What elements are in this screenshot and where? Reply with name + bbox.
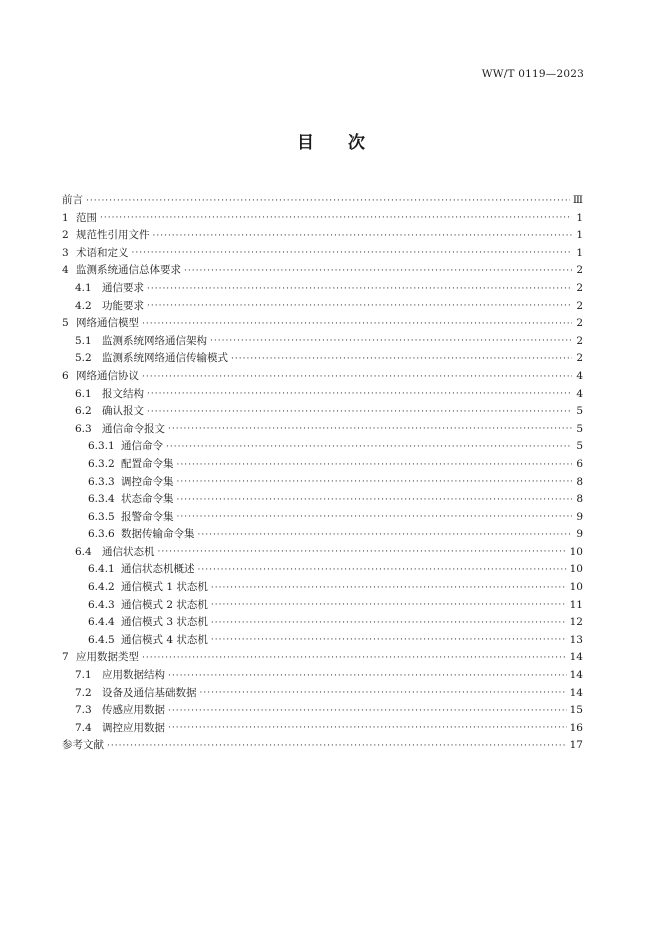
toc-dot-leader (142, 316, 572, 333)
toc-entry-label: 监测系统通信总体要求 (76, 264, 181, 277)
toc-entry-label: 通信命令报文 (102, 422, 165, 435)
title-char-1: 目 (297, 133, 315, 153)
toc-entry-number: 7.1 (75, 669, 92, 682)
toc-entry-page: 11 (569, 598, 583, 611)
toc-entry-page: 14 (569, 686, 583, 699)
toc-entry[interactable] (62, 649, 583, 667)
toc-entry-page: 10 (569, 545, 583, 558)
toc-dot-leader (158, 544, 567, 561)
toc-dot-leader (147, 281, 572, 298)
toc-entry-page: 15 (569, 704, 583, 717)
toc-dot-leader (231, 351, 572, 368)
toc-entry-number: 6.3.2 (88, 457, 115, 470)
toc-entry[interactable] (62, 737, 583, 755)
toc-entry-page: 6 (576, 457, 583, 470)
toc-dot-leader (177, 509, 573, 526)
toc-entry[interactable] (62, 526, 583, 544)
toc-entry-number: 1 (62, 211, 69, 224)
toc-entry-number: 5.1 (75, 334, 92, 347)
toc-entry-label: 状态命令集 (121, 493, 174, 506)
toc-dot-leader (211, 580, 567, 597)
toc-dot-leader (142, 650, 567, 667)
toc-entry[interactable] (62, 192, 583, 210)
toc-entry-number: 4.1 (75, 281, 92, 294)
toc-entry-page: 2 (576, 264, 583, 277)
toc-entry-page: 1 (576, 246, 583, 259)
toc-entry-number: 4.2 (75, 299, 92, 312)
toc-entry-label: 传感应用数据 (102, 704, 165, 717)
toc-entry[interactable] (62, 597, 583, 615)
toc-entry-label: 调控应用数据 (102, 721, 165, 734)
toc-entry[interactable] (62, 210, 583, 228)
table-of-contents (62, 192, 583, 755)
toc-dot-leader (198, 527, 573, 544)
toc-dot-leader (100, 210, 572, 227)
toc-entry-label: 监测系统网络通信传输模式 (102, 352, 228, 365)
toc-entry-number: 6.4.2 (88, 581, 115, 594)
toc-entry-number: 5.2 (75, 352, 92, 365)
toc-entry-page: Ⅲ (572, 194, 583, 206)
toc-entry-number: 6.4.3 (88, 598, 115, 611)
toc-dot-leader (166, 439, 572, 456)
toc-entry-label: 通信模式 4 状态机 (121, 633, 208, 646)
toc-entry-number: 6.1 (75, 387, 92, 400)
toc-dot-leader (147, 404, 572, 421)
toc-entry[interactable] (62, 509, 583, 527)
toc-dot-leader (107, 738, 567, 755)
toc-entry[interactable] (62, 403, 583, 421)
toc-entry-number: 6 (62, 369, 69, 382)
toc-entry-label: 通信命令 (121, 440, 163, 453)
standard-number: WW/T 0119—2023 (481, 68, 584, 80)
toc-entry[interactable] (62, 632, 583, 650)
toc-entry[interactable] (62, 720, 583, 738)
toc-entry-label: 通信模式 2 状态机 (121, 598, 208, 611)
toc-entry-page: 13 (569, 633, 583, 646)
toc-entry-label: 确认报文 (102, 405, 144, 418)
toc-entry-label: 网络通信模型 (76, 317, 139, 330)
toc-dot-leader (184, 263, 572, 280)
toc-entry-label: 通信模式 1 状态机 (121, 581, 208, 594)
toc-entry-number: 7.2 (75, 686, 92, 699)
toc-entry[interactable] (62, 474, 583, 492)
toc-dot-leader (168, 720, 567, 737)
toc-dot-leader (168, 703, 567, 720)
toc-entry-number: 6.3.4 (88, 493, 115, 506)
toc-entry-page: 2 (576, 299, 583, 312)
toc-entry-page: 12 (569, 616, 583, 629)
toc-entry[interactable] (62, 491, 583, 509)
toc-entry-label: 监测系统网络通信架构 (102, 334, 207, 347)
toc-entry-number: 7.3 (75, 704, 92, 717)
toc-entry-number: 6.2 (75, 405, 92, 418)
toc-dot-leader (177, 457, 573, 474)
toc-entry-label: 通信模式 3 状态机 (121, 616, 208, 629)
toc-entry[interactable] (62, 368, 583, 386)
toc-entry-number: 6.3.6 (88, 528, 115, 541)
toc-entry-page: 2 (576, 352, 583, 365)
toc-entry-number: 6.3.3 (88, 475, 115, 488)
toc-entry-label: 数据传输命令集 (121, 528, 195, 541)
toc-entry-label: 通信状态机 (102, 545, 155, 558)
toc-entry[interactable] (62, 456, 583, 474)
toc-entry-page: 4 (576, 369, 583, 382)
toc-entry-page: 9 (576, 528, 583, 541)
toc-entry-page: 16 (569, 721, 583, 734)
toc-entry[interactable] (62, 438, 583, 456)
toc-entry-label: 调控命令集 (121, 475, 174, 488)
toc-dot-leader (168, 421, 572, 438)
toc-entry-number: 6.3 (75, 422, 92, 435)
toc-entry-label: 规范性引用文件 (76, 229, 150, 242)
toc-entry-label: 前言 (62, 194, 83, 206)
toc-dot-leader (177, 492, 573, 509)
toc-entry[interactable] (62, 685, 583, 703)
toc-entry-number: 6.4.4 (88, 616, 115, 629)
toc-entry-label: 设备及通信基础数据 (102, 686, 197, 699)
toc-entry-label: 应用数据结构 (102, 669, 165, 682)
toc-entry-label: 功能要求 (102, 299, 144, 312)
toc-entry-page: 2 (576, 281, 583, 294)
toc-entry-label: 报文结构 (102, 387, 144, 400)
toc-entry-page: 14 (569, 651, 583, 664)
title-char-2: 次 (347, 133, 365, 153)
toc-dot-leader (147, 386, 572, 403)
toc-entry-number: 6.4.5 (88, 633, 115, 646)
toc-entry-label: 应用数据类型 (76, 651, 139, 664)
toc-entry[interactable] (62, 544, 583, 562)
toc-entry-number: 6.3.1 (88, 440, 115, 453)
toc-dot-leader (211, 597, 567, 614)
toc-entry-number: 4 (62, 264, 69, 277)
toc-entry[interactable] (62, 614, 583, 632)
toc-dot-leader (147, 298, 572, 315)
toc-entry-page: 5 (576, 422, 583, 435)
toc-entry-number: 2 (62, 229, 69, 242)
toc-entry[interactable] (62, 667, 583, 685)
toc-entry[interactable] (62, 350, 583, 368)
toc-entry-label: 参考文献 (62, 739, 104, 752)
toc-dot-leader (168, 668, 567, 685)
toc-entry[interactable] (62, 386, 583, 404)
toc-dot-leader (211, 632, 567, 649)
toc-entry-label: 配置命令集 (121, 457, 174, 470)
toc-entry-page: 10 (569, 563, 583, 576)
toc-dot-leader (198, 562, 567, 579)
toc-entry-page: 8 (576, 475, 583, 488)
toc-entry-number: 7 (62, 651, 69, 664)
toc-entry-number: 6.4.1 (88, 563, 115, 576)
toc-entry[interactable] (62, 315, 583, 333)
toc-entry-page: 2 (576, 317, 583, 330)
toc-entry-page: 1 (576, 229, 583, 242)
toc-entry[interactable] (62, 245, 583, 263)
toc-entry-page: 4 (576, 387, 583, 400)
toc-entry-label: 通信要求 (102, 281, 144, 294)
toc-entry-label: 报警命令集 (121, 510, 174, 523)
toc-dot-leader (142, 369, 572, 386)
toc-entry[interactable] (62, 280, 583, 298)
toc-entry[interactable] (62, 561, 583, 579)
toc-entry-number: 3 (62, 246, 69, 259)
toc-dot-leader (132, 245, 573, 262)
toc-dot-leader (177, 474, 573, 491)
toc-entry[interactable] (62, 227, 583, 245)
toc-entry-page: 9 (576, 510, 583, 523)
toc-dot-leader (86, 193, 570, 210)
toc-entry-label: 通信状态机概述 (121, 563, 195, 576)
toc-entry[interactable] (62, 421, 583, 439)
toc-entry-label: 术语和定义 (76, 246, 129, 259)
toc-dot-leader (211, 615, 567, 632)
toc-entry-page: 10 (569, 581, 583, 594)
page-title (0, 128, 662, 153)
toc-entry-number: 6.4 (75, 545, 92, 558)
toc-entry-page: 5 (576, 440, 583, 453)
toc-entry-page: 8 (576, 493, 583, 506)
toc-entry[interactable] (62, 333, 583, 351)
toc-entry-label: 网络通信协议 (76, 369, 139, 382)
toc-entry-number: 7.4 (75, 721, 92, 734)
toc-entry-page: 17 (569, 739, 583, 752)
toc-entry-page: 2 (576, 334, 583, 347)
toc-dot-leader (200, 685, 567, 702)
toc-entry-page: 14 (569, 669, 583, 682)
toc-entry-number: 5 (62, 317, 69, 330)
toc-entry[interactable] (62, 702, 583, 720)
toc-dot-leader (153, 228, 573, 245)
toc-entry[interactable] (62, 579, 583, 597)
toc-entry-page: 5 (576, 405, 583, 418)
toc-entry[interactable] (62, 298, 583, 316)
toc-entry-label: 范围 (76, 211, 97, 224)
toc-entry[interactable] (62, 262, 583, 280)
toc-entry-number: 6.3.5 (88, 510, 115, 523)
toc-entry-page: 1 (576, 211, 583, 224)
toc-dot-leader (210, 333, 572, 350)
